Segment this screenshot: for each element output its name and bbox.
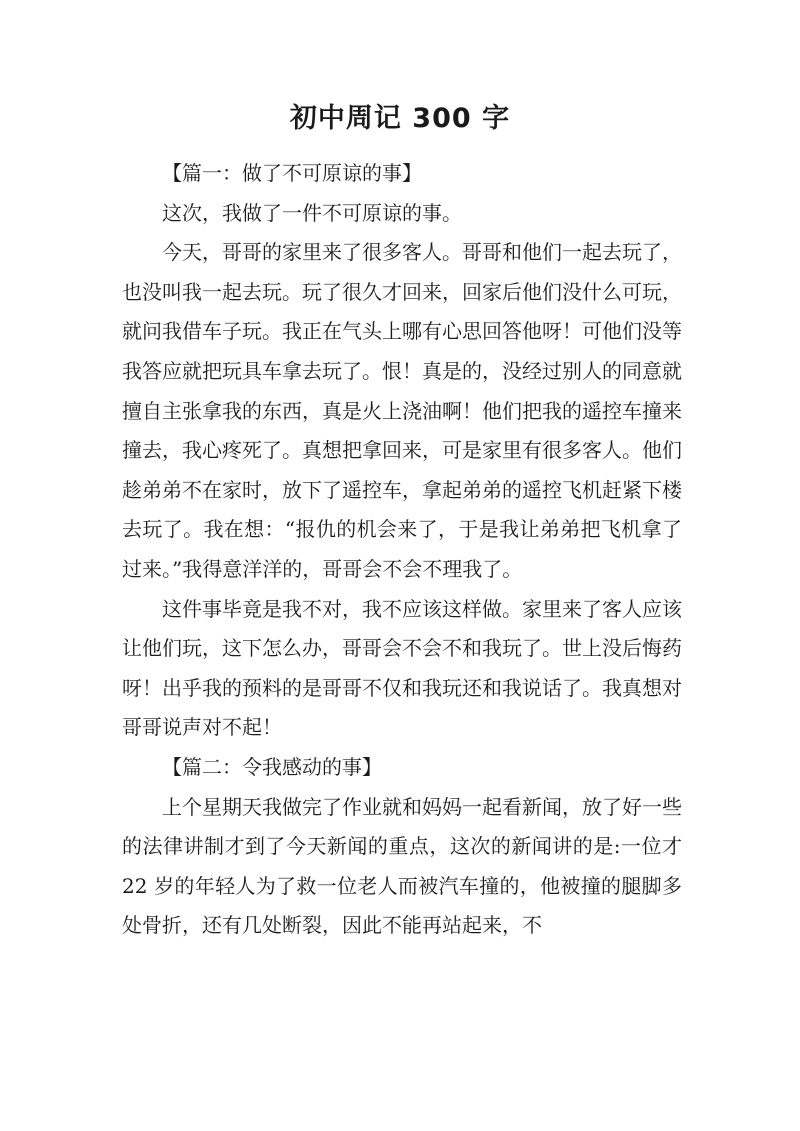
paragraph: 上个星期天我做完了作业就和妈妈一起看新闻，放了好一些的法律讲制才到了今天新闻的重点，这次的新闻讲的是:一位才 22 岁的年轻人为了救一位老人而被汽车撞的，他被撞的腿脚多处骨折，还有几处断裂，因此不能再站起来，不 (122, 794, 682, 938)
section-heading-2: 【篇二：令我感动的事】 (162, 754, 382, 779)
section-heading-1: 【篇一：做了不可原谅的事】 (162, 161, 422, 185)
document-title: 初中周记 300 字 (289, 103, 511, 134)
paragraph: 今天，哥哥的家里来了很多客人。哥哥和他们一起去玩了，也没叫我一起去玩。玩了很久才回来，回家后他们没什么可玩，就问我借车子玩。我正在气头上哪有心思回答他呀！可他们没等我答应就把玩具车拿去玩了。恨！真是的，没经过别人的同意就擅自主张拿我的东西，真是火上浇油啊！他们把我的遥控车撞来撞去，我心疼死了。真想把拿回来，可是家里有很多客人。他们趁弟弟不在家时，放下了遥控车，拿起弟弟的遥控飞机赶紧下楼去玩了。我在想：“报仇的机会来了，于是我让弟弟把飞机拿了过来。”我得意洋洋的，哥哥会不会不理我了。 (122, 240, 682, 581)
paragraph: 这件事毕竟是我不对，我不应该这样做。家里来了客人应该让他们玩，这下怎么办，哥哥会不会不和我玩了。世上没后悔药呀！出乎我的预料的是哥哥不仅和我玩还和我说话了。我真想对哥哥说声对不起！ (122, 596, 682, 740)
document-body (122, 154, 682, 946)
paragraph: 这次，我做了一件不可原谅的事。 (162, 200, 462, 225)
